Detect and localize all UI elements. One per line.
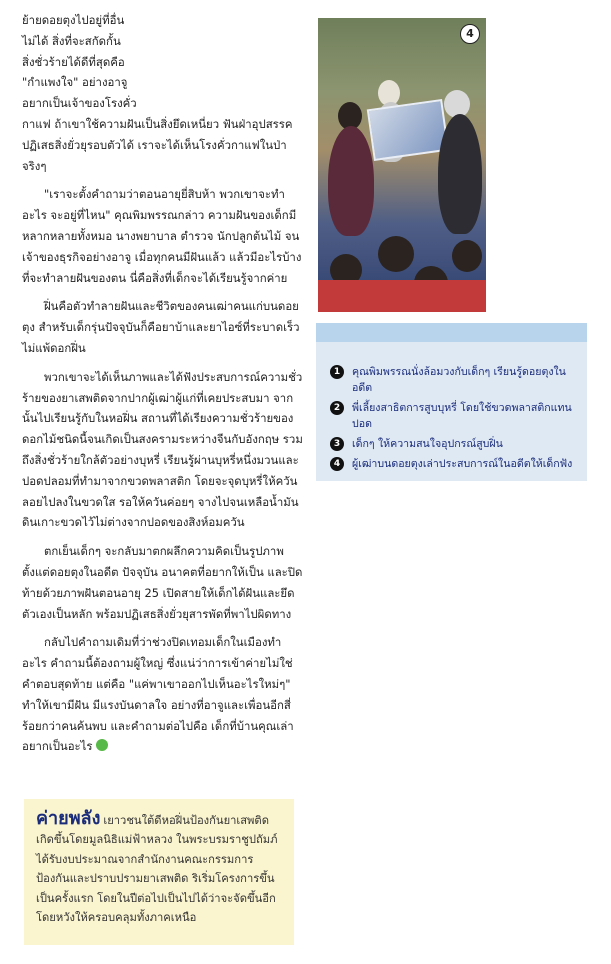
lead-line: ไม่ได้ สิ่งที่จะสกัดกั้น <box>22 33 121 48</box>
article-body <box>22 114 304 757</box>
caption-number: 3 <box>330 437 344 451</box>
photo-figure <box>318 280 486 312</box>
caption-text: คุณพิมพรรณนั่งล้อมวงกับเด็กๆ เรียนรู้ดอยตุงในอดีต <box>352 366 566 394</box>
photo-figure <box>438 114 482 234</box>
article-paragraph-last <box>22 632 304 757</box>
article-paragraph: ฝิ่นคือตัวทำลายฝันและชีวิตของคนเฒ่าคนแก่บนดอยตุง สำหรับเด็กรุ่นปัจจุบันก็คือยาบ้าและยาไอซ์ที่ระบาดเร็วไม่แพ้ดอกฝิ่น <box>22 299 300 355</box>
photo-figure <box>452 240 482 272</box>
photo-figure <box>328 126 374 236</box>
photo-figure <box>378 236 414 272</box>
lead-line: อยากเป็นเจ้าของโรงคั่ว <box>22 96 137 111</box>
lead-line: สิ่งชั่วร้ายได้ดีที่สุดคือ <box>22 54 125 69</box>
photo-number: 4 <box>460 24 480 44</box>
caption-text: ผู้เฒ่าบนดอยตุงเล่าประสบการณ์ในอดีตให้เด็กฟัง <box>352 458 573 470</box>
article-photo <box>318 18 486 312</box>
end-mark-icon <box>96 739 108 751</box>
caption-text: เด็กๆ ให้ความสนใจอุปกรณ์สูบฝิ่น <box>352 438 503 450</box>
caption-number: 4 <box>330 457 344 471</box>
caption-text: พี่เลี้ยงสาธิตการสูบบุหรี่ โดยใช้ขวดพลาสติกแทนปอด <box>352 402 572 430</box>
photo-caption <box>316 323 587 481</box>
article-column <box>22 10 304 765</box>
article-paragraph: พวกเขาจะได้เห็นภาพและได้ฟังประสบการณ์ความชั่วร้ายของยาเสพติดจากปากผู้เฒ่าผู้แก่ที่เคยประสบมา จากนั้นไปเรียนรู้กับในหอฝิ่น สถานที่ได้เรียงความชั่วร้ายของดอกไม้ชนิดนี้จนเกิดเป็นสงครามระหว่างจีนกับอังกฤษ รวมถึงสิ่งชั่วร้ายใกล้ตัวอย่างบุหรี่ เรียนรู้ผ่านบุหรี่หนึ่งมวนและปอดปลอมที่ทำมาจากขวดพลาสติก โดยจะจุดบุหรี่ให้ควันลอยไปลงในขวดใส รอให้ควันค่อยๆ จางไปจนเหลือน้ำมันดินเกาะขวดไว้ไม่ต่างจากปอดของสิงห์อมควัน <box>22 369 303 530</box>
caption-number: 1 <box>330 365 344 379</box>
article-paragraph: กาแฟ ถ้าเขาใช้ความฝันเป็นสิ่งยึดเหนี่ยว ฟันฝ่าอุปสรรค ปฏิเสธสิ่งยั่วยุรอบตัวได้ เราจะได้เห็นโรงคั่วกาแฟในป่าจริงๆ <box>22 116 293 173</box>
info-box-text: เยาวชนใต้ดีหอฝิ่นป้องกันยาเสพติด เกิดขึ้นโดยมูลนิธิแม่ฟ้าหลวง ในพระบรมราชูปถัมภ์ ได้รับงบประมาณจากสำนักงานคณะกรรมการป้องกันและปราบปรามยาเสพติด ริเริ่มโครงการขึ้นเป็นครั้งแรก โดยในปีต่อไปเป็นไปได้ว่าจะจัดขึ้นอีกโดยหวังให้ครอบคลุมทั้งภาคเหนือ <box>36 814 278 925</box>
info-box <box>24 799 294 945</box>
article-paragraph: "เราจะตั้งคำถามว่าตอนอายุยี่สิบห้า พวกเขาจะทำอะไร จะอยู่ที่ไหน" คุณพิมพรรณกล่าว ความฝันของเด็กมีหลากหลายทั้งหมอ นางพยาบาล ตำรวจ นักปลูกต้นไม้ จนเจ้าของธุรกิจอย่างอาจู เมื่อทุกคนมีฝันแล้ว แล้วมีอะไรบ้างที่จะทำลายฝันของตน นี่คือสิ่งที่เด็กจะได้เรียนรู้จากค่าย <box>22 187 302 285</box>
lead-line: ย้ายดอยตุงไปอยู่ที่อื่น <box>22 13 125 27</box>
caption-item <box>330 456 573 472</box>
caption-item <box>330 400 573 432</box>
caption-item <box>330 436 573 452</box>
caption-band <box>316 323 587 342</box>
caption-item <box>330 364 573 396</box>
lead-line: "กำแพงใจ" อย่างอาจู <box>22 75 128 90</box>
caption-list <box>316 342 587 472</box>
info-box-heading: ค่ายพลัง <box>36 808 101 829</box>
caption-number: 2 <box>330 401 344 415</box>
article-lead <box>22 10 164 114</box>
info-box-body <box>36 809 282 927</box>
article-paragraph: กลับไปคำถามเดิมที่ว่าช่วงปิดเทอมเด็กในเมืองทำอะไร คำถามนี้ต้องถามผู้ใหญ่ ซึ่งแน่ว่าการเข้าค่ายไม่ใช่คำตอบสุดท้าย แต่คือ "แค่พาเขาออกไปเห็นอะไรใหม่ๆ" ทำให้เขามีฝัน มีแรงบันดาลใจ อย่างที่อาจูและเพื่อนอีกสี่ร้อยกว่าคนค้นพบ และคำถามต่อไปคือ เด็กที่บ้านคุณเล่าอยากเป็นอะไร <box>22 635 294 754</box>
article-paragraph: ตกเย็นเด็กๆ จะกลับมาตกผลึกความคิดเป็นรูปภาพตั้งแต่ดอยตุงในอดีต ปัจจุบัน อนาคตที่อยากให้เป็น และปิดท้ายด้วยภาพฝันตอนอายุ 25 เปิดสายให้เด็กได้ฝันและยึดตัวเองเป็นหลัก พร้อมปฏิเสธสิ่งยั่วยุสารพัดที่พาไปผิดทาง <box>22 544 303 621</box>
photo-board <box>367 99 449 161</box>
